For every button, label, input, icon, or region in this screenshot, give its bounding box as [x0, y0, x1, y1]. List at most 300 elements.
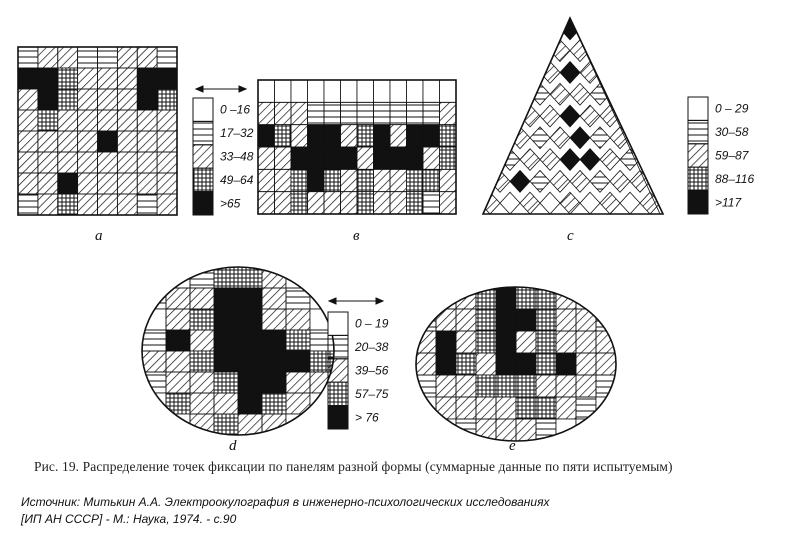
- density-cell: [423, 80, 440, 102]
- density-cell: [157, 47, 177, 68]
- density-cell: [550, 127, 570, 149]
- density-cell: [157, 194, 177, 215]
- density-cell: [258, 80, 275, 102]
- legend-range-label: 33–48: [220, 149, 254, 164]
- density-cell: [440, 80, 457, 102]
- density-cell: [560, 192, 580, 214]
- density-cell: [238, 372, 262, 393]
- density-cell: [436, 309, 456, 331]
- density-cell: [286, 351, 310, 372]
- density-cell: [550, 170, 570, 192]
- density-cell: [520, 192, 540, 214]
- density-cell: [324, 147, 341, 169]
- density-cell: [275, 169, 292, 191]
- density-cell: [416, 287, 436, 309]
- density-cell: [456, 353, 476, 375]
- density-cell: [58, 110, 78, 131]
- density-cell: [390, 147, 407, 169]
- legend-range-label: >117: [715, 195, 742, 210]
- density-cell: [390, 102, 407, 124]
- density-cell: [357, 147, 374, 169]
- density-cell: [536, 353, 556, 375]
- density-cell: [476, 353, 496, 375]
- legend-range-label: 0 –16: [220, 102, 251, 117]
- legend-swatch: [193, 98, 213, 121]
- density-cell: [18, 194, 38, 215]
- density-cell: [374, 80, 391, 102]
- density-cell: [407, 80, 424, 102]
- figure-caption: Рис. 19. Распределение точек фиксации по панелям разной формы (суммарные данные по пяти испытуемым): [34, 459, 673, 474]
- density-cell: [550, 83, 570, 105]
- density-cell: [324, 125, 341, 147]
- density-cell: [258, 169, 275, 191]
- density-cell: [496, 309, 516, 331]
- density-cell: [142, 414, 166, 435]
- density-cell: [324, 169, 341, 191]
- density-cell: [166, 351, 190, 372]
- density-cell: [570, 40, 590, 62]
- density-cell: [214, 267, 238, 288]
- density-cell: [536, 309, 556, 331]
- density-cell: [78, 110, 98, 131]
- legend-range-label: 0 – 19: [355, 316, 389, 331]
- density-cell: [157, 68, 177, 89]
- density-cell: [596, 331, 616, 353]
- density-cell: [38, 68, 58, 89]
- density-cell: [18, 110, 38, 131]
- density-cell: [238, 288, 262, 309]
- source-citation-line-2: [ИП АН СССР] - М.: Наука, 1974. - с.90: [21, 512, 237, 526]
- density-cell: [357, 169, 374, 191]
- legend-swatch: [193, 192, 213, 215]
- density-cell: [78, 47, 98, 68]
- density-cell: [157, 152, 177, 173]
- density-cell: [516, 375, 536, 397]
- density-cell: [98, 152, 118, 173]
- density-cell: [308, 125, 325, 147]
- density-cell: [357, 192, 374, 214]
- density-cell: [286, 372, 310, 393]
- density-cell: [18, 89, 38, 110]
- density-cell: [291, 192, 308, 214]
- density-cell: [476, 397, 496, 419]
- density-cell: [78, 89, 98, 110]
- density-cell: [38, 131, 58, 152]
- density-cell: [416, 331, 436, 353]
- density-cell: [416, 419, 436, 441]
- density-cell: [137, 152, 157, 173]
- density-cell: [117, 194, 137, 215]
- density-cell: [78, 152, 98, 173]
- density-cell: [580, 192, 600, 214]
- density-cell: [258, 102, 275, 124]
- density-cell: [262, 372, 286, 393]
- density-cell: [324, 192, 341, 214]
- density-cell: [137, 173, 157, 194]
- density-cell: [530, 127, 550, 149]
- density-cell: [157, 131, 177, 152]
- density-cell: [275, 125, 292, 147]
- density-cell: [238, 330, 262, 351]
- density-cell: [436, 287, 456, 309]
- density-cell: [456, 397, 476, 419]
- density-cell: [238, 393, 262, 414]
- density-cell: [18, 152, 38, 173]
- density-cell: [310, 267, 334, 288]
- legend-swatch: [193, 121, 213, 144]
- density-cell: [98, 89, 118, 110]
- density-cell: [38, 152, 58, 173]
- density-cell: [38, 110, 58, 131]
- panel-e-ellipse: [416, 287, 616, 441]
- density-cell: [436, 331, 456, 353]
- density-cell: [190, 330, 214, 351]
- density-cell: [38, 194, 58, 215]
- density-cell: [516, 287, 536, 309]
- density-cell: [556, 375, 576, 397]
- panel-label-e: e: [509, 438, 516, 454]
- legend-range-label: >65: [220, 196, 241, 211]
- panel-label-d: d: [229, 438, 237, 454]
- density-cell: [456, 331, 476, 353]
- density-cell: [166, 372, 190, 393]
- density-cell: [596, 287, 616, 309]
- density-cell: [262, 330, 286, 351]
- density-cell: [476, 309, 496, 331]
- density-cell: [117, 89, 137, 110]
- density-cell: [117, 173, 137, 194]
- density-cell: [576, 331, 596, 353]
- density-cell: [496, 331, 516, 353]
- density-cell: [214, 393, 238, 414]
- density-cell: [390, 192, 407, 214]
- density-cell: [308, 192, 325, 214]
- density-cell: [58, 173, 78, 194]
- density-cell: [18, 47, 38, 68]
- density-cell: [98, 194, 118, 215]
- density-cell: [341, 169, 358, 191]
- density-cell: [496, 397, 516, 419]
- density-cell: [58, 68, 78, 89]
- density-cell: [436, 353, 456, 375]
- legend-swatch: [328, 406, 348, 429]
- density-cell: [275, 192, 292, 214]
- density-cell: [275, 102, 292, 124]
- density-cell: [390, 80, 407, 102]
- panel-label-c: c: [567, 228, 574, 244]
- density-cell: [190, 372, 214, 393]
- density-cell: [536, 375, 556, 397]
- density-cell: [580, 149, 600, 171]
- density-cell: [262, 309, 286, 330]
- density-cell: [374, 169, 391, 191]
- density-cell: [516, 397, 536, 419]
- density-cell: [440, 125, 457, 147]
- density-cell: [536, 331, 556, 353]
- legend-swatch: [688, 97, 708, 120]
- density-cell: [456, 375, 476, 397]
- density-cell: [58, 152, 78, 173]
- density-cell: [580, 105, 600, 127]
- density-cell: [374, 192, 391, 214]
- density-cell: [540, 105, 560, 127]
- density-cell: [98, 173, 118, 194]
- density-cell: [58, 89, 78, 110]
- density-cell: [570, 170, 590, 192]
- density-cell: [407, 169, 424, 191]
- density-cell: [258, 192, 275, 214]
- density-cell: [510, 170, 530, 192]
- density-cell: [275, 147, 292, 169]
- density-cell: [142, 267, 166, 288]
- density-cell: [58, 131, 78, 152]
- density-cell: [286, 330, 310, 351]
- density-cell: [324, 80, 341, 102]
- density-cell: [576, 397, 596, 419]
- density-cell: [214, 309, 238, 330]
- density-cell: [407, 147, 424, 169]
- density-cell: [600, 149, 620, 171]
- density-cell: [550, 40, 570, 62]
- density-cell: [157, 110, 177, 131]
- legend-scale-2: [688, 97, 754, 214]
- panel-label-v: в: [353, 228, 360, 244]
- density-cell: [423, 102, 440, 124]
- legend-swatch: [688, 167, 708, 190]
- density-cell: [308, 80, 325, 102]
- density-cell: [214, 372, 238, 393]
- density-cell: [407, 192, 424, 214]
- density-cell: [286, 309, 310, 330]
- density-cell: [341, 80, 358, 102]
- density-cell: [556, 331, 576, 353]
- density-cell: [58, 194, 78, 215]
- density-cell: [341, 125, 358, 147]
- density-cell: [560, 62, 580, 84]
- density-cell: [560, 18, 580, 40]
- density-cell: [214, 414, 238, 435]
- density-cell: [530, 170, 550, 192]
- density-cell: [324, 102, 341, 124]
- density-cell: [560, 149, 580, 171]
- density-cell: [78, 131, 98, 152]
- density-cell: [576, 375, 596, 397]
- density-cell: [407, 102, 424, 124]
- density-cell: [18, 68, 38, 89]
- density-cell: [436, 419, 456, 441]
- legend-range-label: 49–64: [220, 172, 254, 187]
- density-cell: [78, 173, 98, 194]
- legend-swatch: [328, 312, 348, 335]
- density-cell: [423, 169, 440, 191]
- density-cell: [440, 102, 457, 124]
- density-cell: [308, 147, 325, 169]
- density-cell: [374, 147, 391, 169]
- source-citation-line-1: Источник: Митькин А.А. Электроокулография в инженерно-психологических исследованиях: [21, 495, 550, 509]
- legend-swatch: [688, 120, 708, 143]
- density-cell: [137, 68, 157, 89]
- density-cell: [520, 149, 540, 171]
- density-cell: [214, 288, 238, 309]
- density-cell: [190, 288, 214, 309]
- density-cell: [516, 353, 536, 375]
- legend-range-label: 57–75: [355, 386, 389, 401]
- density-cell: [500, 192, 520, 214]
- density-cell: [214, 351, 238, 372]
- legend-range-label: 30–58: [715, 125, 749, 140]
- density-cell: [576, 353, 596, 375]
- density-cell: [423, 125, 440, 147]
- density-cell: [490, 170, 510, 192]
- density-cell: [137, 194, 157, 215]
- density-cell: [291, 80, 308, 102]
- density-cell: [516, 419, 536, 441]
- density-cell: [590, 170, 610, 192]
- density-cell: [496, 375, 516, 397]
- density-cell: [291, 169, 308, 191]
- legend-range-label: 17–32: [220, 126, 254, 141]
- density-cell: [238, 267, 262, 288]
- density-cell: [341, 147, 358, 169]
- density-cell: [117, 47, 137, 68]
- density-cell: [190, 309, 214, 330]
- density-cell: [476, 375, 496, 397]
- density-cell: [98, 131, 118, 152]
- density-cell: [496, 287, 516, 309]
- density-cell: [18, 131, 38, 152]
- legend-swatch: [688, 191, 708, 214]
- density-cell: [258, 125, 275, 147]
- legend-swatch: [193, 168, 213, 191]
- legend-swatch: [328, 335, 348, 358]
- density-cell: [576, 309, 596, 331]
- density-cell: [58, 47, 78, 68]
- density-cell: [596, 375, 616, 397]
- density-cell: [142, 351, 166, 372]
- legend-range-label: 0 – 29: [715, 101, 749, 116]
- legend-swatch: [688, 144, 708, 167]
- density-cell: [496, 353, 516, 375]
- density-cell: [540, 192, 560, 214]
- density-cell: [440, 192, 457, 214]
- density-cell: [117, 68, 137, 89]
- density-cell: [137, 89, 157, 110]
- legend-range-label: 88–116: [715, 171, 755, 186]
- density-cell: [308, 169, 325, 191]
- density-cell: [436, 397, 456, 419]
- density-cell: [262, 351, 286, 372]
- density-cell: [190, 351, 214, 372]
- density-cell: [157, 89, 177, 110]
- density-cell: [596, 419, 616, 441]
- density-cell: [38, 173, 58, 194]
- density-cell: [291, 125, 308, 147]
- legend-range-label: 59–87: [715, 148, 749, 163]
- density-cell: [166, 309, 190, 330]
- density-cell: [117, 110, 137, 131]
- legend-swatch: [328, 382, 348, 405]
- density-cell: [374, 125, 391, 147]
- density-cell: [556, 353, 576, 375]
- legend-swatch: [193, 145, 213, 168]
- density-cell: [440, 147, 457, 169]
- density-cell: [78, 68, 98, 89]
- density-cell: [516, 331, 536, 353]
- density-cell: [374, 102, 391, 124]
- density-cell: [308, 102, 325, 124]
- density-cell: [416, 375, 436, 397]
- density-cell: [620, 192, 640, 214]
- density-cell: [436, 375, 456, 397]
- density-cell: [456, 309, 476, 331]
- density-cell: [416, 353, 436, 375]
- density-cell: [610, 170, 630, 192]
- density-cell: [576, 287, 596, 309]
- density-cell: [600, 192, 620, 214]
- density-cell: [476, 331, 496, 353]
- density-cell: [137, 47, 157, 68]
- density-cell: [570, 127, 590, 149]
- panel-label-a: a: [95, 228, 103, 244]
- legend-scale-1: [193, 98, 254, 215]
- density-cell: [98, 68, 118, 89]
- density-cell: [98, 110, 118, 131]
- density-cell: [580, 62, 600, 84]
- density-cell: [238, 414, 262, 435]
- density-cell: [262, 288, 286, 309]
- density-cell: [258, 147, 275, 169]
- panel-a-square: [18, 47, 177, 215]
- density-cell: [576, 419, 596, 441]
- panel-d-circle: [142, 267, 334, 435]
- density-cell: [536, 397, 556, 419]
- density-cell: [166, 330, 190, 351]
- density-cell: [38, 89, 58, 110]
- density-cell: [570, 83, 590, 105]
- density-cell: [423, 147, 440, 169]
- density-cell: [516, 309, 536, 331]
- density-cell: [137, 131, 157, 152]
- density-cell: [78, 194, 98, 215]
- density-cell: [142, 330, 166, 351]
- density-cell: [390, 169, 407, 191]
- density-cell: [291, 147, 308, 169]
- legend-range-label: 20–38: [355, 340, 389, 355]
- density-cell: [390, 125, 407, 147]
- density-cell: [291, 102, 308, 124]
- density-cell: [357, 80, 374, 102]
- density-cell: [275, 80, 292, 102]
- density-cell: [262, 393, 286, 414]
- density-cell: [38, 47, 58, 68]
- density-cell: [341, 102, 358, 124]
- density-cell: [560, 105, 580, 127]
- density-cell: [596, 353, 616, 375]
- legend-scale-3: [328, 312, 389, 429]
- panel-v-rectangle: [258, 80, 456, 214]
- density-cell: [440, 169, 457, 191]
- density-cell: [556, 309, 576, 331]
- density-cell: [18, 173, 38, 194]
- legend-swatch: [328, 359, 348, 382]
- density-cell: [540, 149, 560, 171]
- density-cell: [98, 47, 118, 68]
- density-cell: [137, 110, 157, 131]
- density-cell: [341, 192, 358, 214]
- panel-c-triangle: [480, 18, 660, 214]
- legend-range-label: 39–56: [355, 363, 389, 378]
- density-cell: [357, 102, 374, 124]
